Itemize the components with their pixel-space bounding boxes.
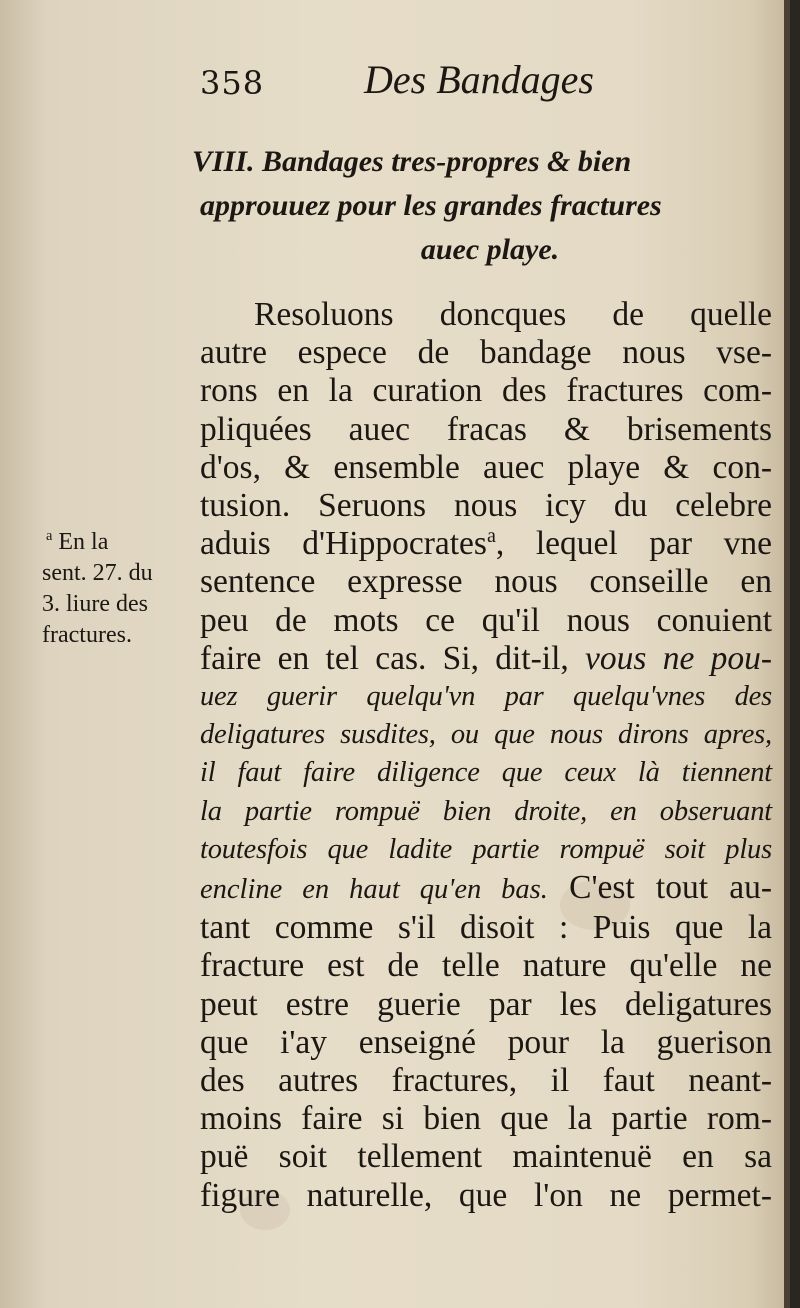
text-line: sentence expresse nous conseille en (200, 563, 772, 601)
text-line: il faut faire diligence que ceux là tiennent (200, 757, 772, 789)
section-title (192, 140, 764, 272)
text-line: deligatures susdites, ou que nous dirons apres, (200, 719, 772, 751)
text-line: uez guerir quelqu'vn par quelqu'vnes des (200, 681, 772, 713)
running-head (200, 56, 620, 106)
text-line: la partie rompuë bien droite, en obseruant (200, 795, 772, 827)
margin-note-line: $^a$ En la (46, 528, 109, 555)
text-line: d'os, & ensemble auec playe & con- (200, 448, 772, 486)
text-line: peut estre guerie par les deligatures (200, 985, 772, 1023)
text-line: toutesfois que ladite partie rompuë soit plus (200, 833, 772, 865)
page-number: 358 (200, 64, 265, 102)
section-title-line: auec playe. (420, 233, 560, 266)
text-line: faire en tel cas. Si, dit-il, vous ne pou- (200, 639, 772, 677)
margin-note-line: fractures. (42, 622, 132, 648)
section-title-line: VIII. Bandages tres-propres & bien (192, 145, 632, 178)
margin-note-line: sent. 27. du (42, 560, 153, 586)
text-line: tusion. Seruons nous icy du celebre (200, 487, 772, 525)
text-line: tant comme s'il disoit : Puis que la (200, 909, 772, 947)
text-line: fracture est de telle nature qu'elle ne (200, 947, 772, 985)
text-line: pliquées auec fracas & brisements (200, 410, 772, 448)
text-line: aduis d'Hippocrates$^a$, lequel par vne (200, 525, 773, 563)
text-line: que i'ay enseigné pour la guerison (200, 1023, 772, 1061)
text-line: peu de mots ce qu'il nous conuient (200, 601, 772, 639)
text-line: Resoluons doncques de quelle (254, 296, 772, 333)
margin-note (42, 527, 202, 651)
body-text (200, 296, 772, 1215)
footnote-marker: a (486, 525, 496, 548)
text-line: figure naturelle, que l'on ne permet- (200, 1176, 772, 1214)
section-title-line: approuuez pour les grandes fractures (200, 189, 662, 222)
text-line: autre espece de bandage nous vse- (200, 334, 772, 372)
text-line: des autres fractures, il faut neant- (200, 1062, 772, 1100)
text-line: encline en haut qu'en bas. C'est tout au- (200, 869, 773, 907)
text-line: moins faire si bien que la partie rom- (200, 1100, 772, 1138)
running-title: Des Bandages (364, 57, 594, 102)
footnote-marker: a (46, 528, 53, 544)
margin-note-line: 3. liure des (42, 591, 148, 617)
text-line: rons en la curation des fractures com- (200, 372, 772, 410)
text-line: puë soit tellement maintenuë en sa (200, 1138, 772, 1176)
